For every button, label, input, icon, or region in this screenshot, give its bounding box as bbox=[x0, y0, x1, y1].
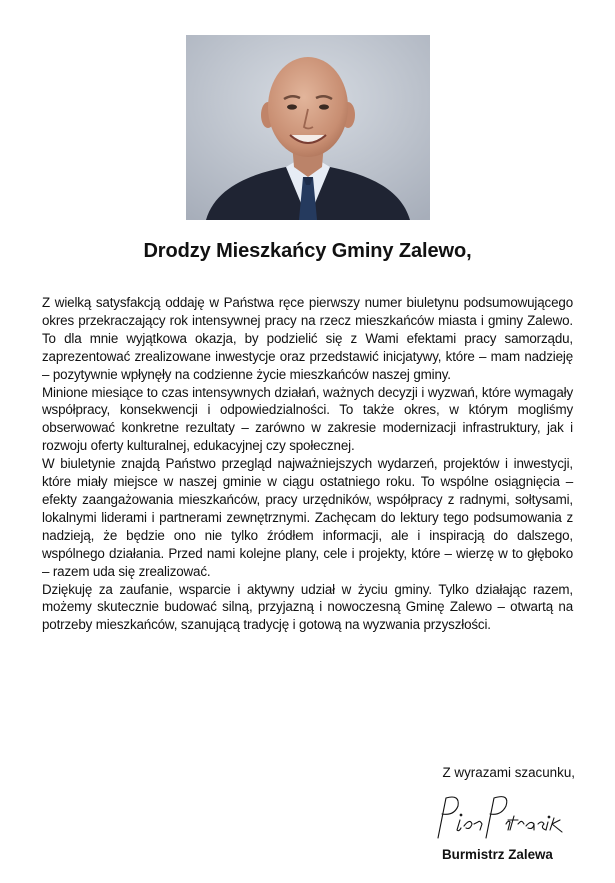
letter-paragraph-3: W biuletynie znajdą Państwo przegląd najważniejszych wydarzeń, projektów i inwestycji, które miały miejsce w naszej gminie w ciągu ostatniego roku. To wspólne osiągnięcia – efekty zaangażowania mieszkańców, pracy urzędników, współpracy z radnymi, sołtysami, lokalnymi liderami i partnerami zewnętrznymi. Zachęcam do lektury tego podsumowania z nadzieją, że będzie ono nie tylko źródłem informacji, ale i inspiracją do dalszego, wspólnego działania. Przed nami kolejne plany, cele i projekty, które – wierzę w to głęboko – razem uda się zrealizować. bbox=[42, 456, 573, 579]
letter-paragraph-2: Minione miesiące to czas intensywnych działań, ważnych decyzji i wyzwań, które wymagały współpracy, konsekwencji i odpowiedzialności. To także okres, w którym mogliśmy obserwować konkretne rezultaty – zarówno w zakresie modernizacji infrastruktury, jak i rozwoju oferty kulturalnej, edukacyjnej czy społecznej. bbox=[42, 384, 573, 454]
letter-paragraph-4: Dziękuję za zaufanie, wsparcie i aktywny udział w życiu gminy. Tylko działając razem, możemy skutecznie budować silną, przyjazną i nowoczesną Gminę Zalewo – otwartą na potrzeby mieszkańców, szanującą tradycję i gotową na wyzwania przyszłości. bbox=[42, 581, 573, 633]
portrait-photo-icon bbox=[186, 35, 430, 220]
letter-body bbox=[42, 294, 573, 634]
letter-paragraph-1: Z wielką satysfakcją oddaję w Państwa ręce pierwszy numer biuletynu podsumowującego okres przekraczający rok intensywnej pracy na rzecz mieszkańców miasta i gminy Zalewo. To dla mnie wyjątkowa okazja, by podzielić się z Wami efektami pracy samorządu, zaprezentować zrealizowane inwestycje oraz przedstawić inicjatywy, które – mam nadzieję – pozytywnie wpłynęły na codzienne życie mieszkańców naszej gminy. bbox=[42, 295, 573, 382]
signature bbox=[430, 790, 570, 845]
letter-heading: Drodzy Mieszkańcy Gminy Zalewo, bbox=[143, 240, 472, 262]
portrait-photo bbox=[186, 35, 430, 220]
handwritten-signature-icon bbox=[430, 790, 570, 845]
letter-closing: Z wyrazami szacunku, bbox=[442, 765, 575, 780]
signer-title: Burmistrz Zalewa bbox=[442, 847, 553, 862]
